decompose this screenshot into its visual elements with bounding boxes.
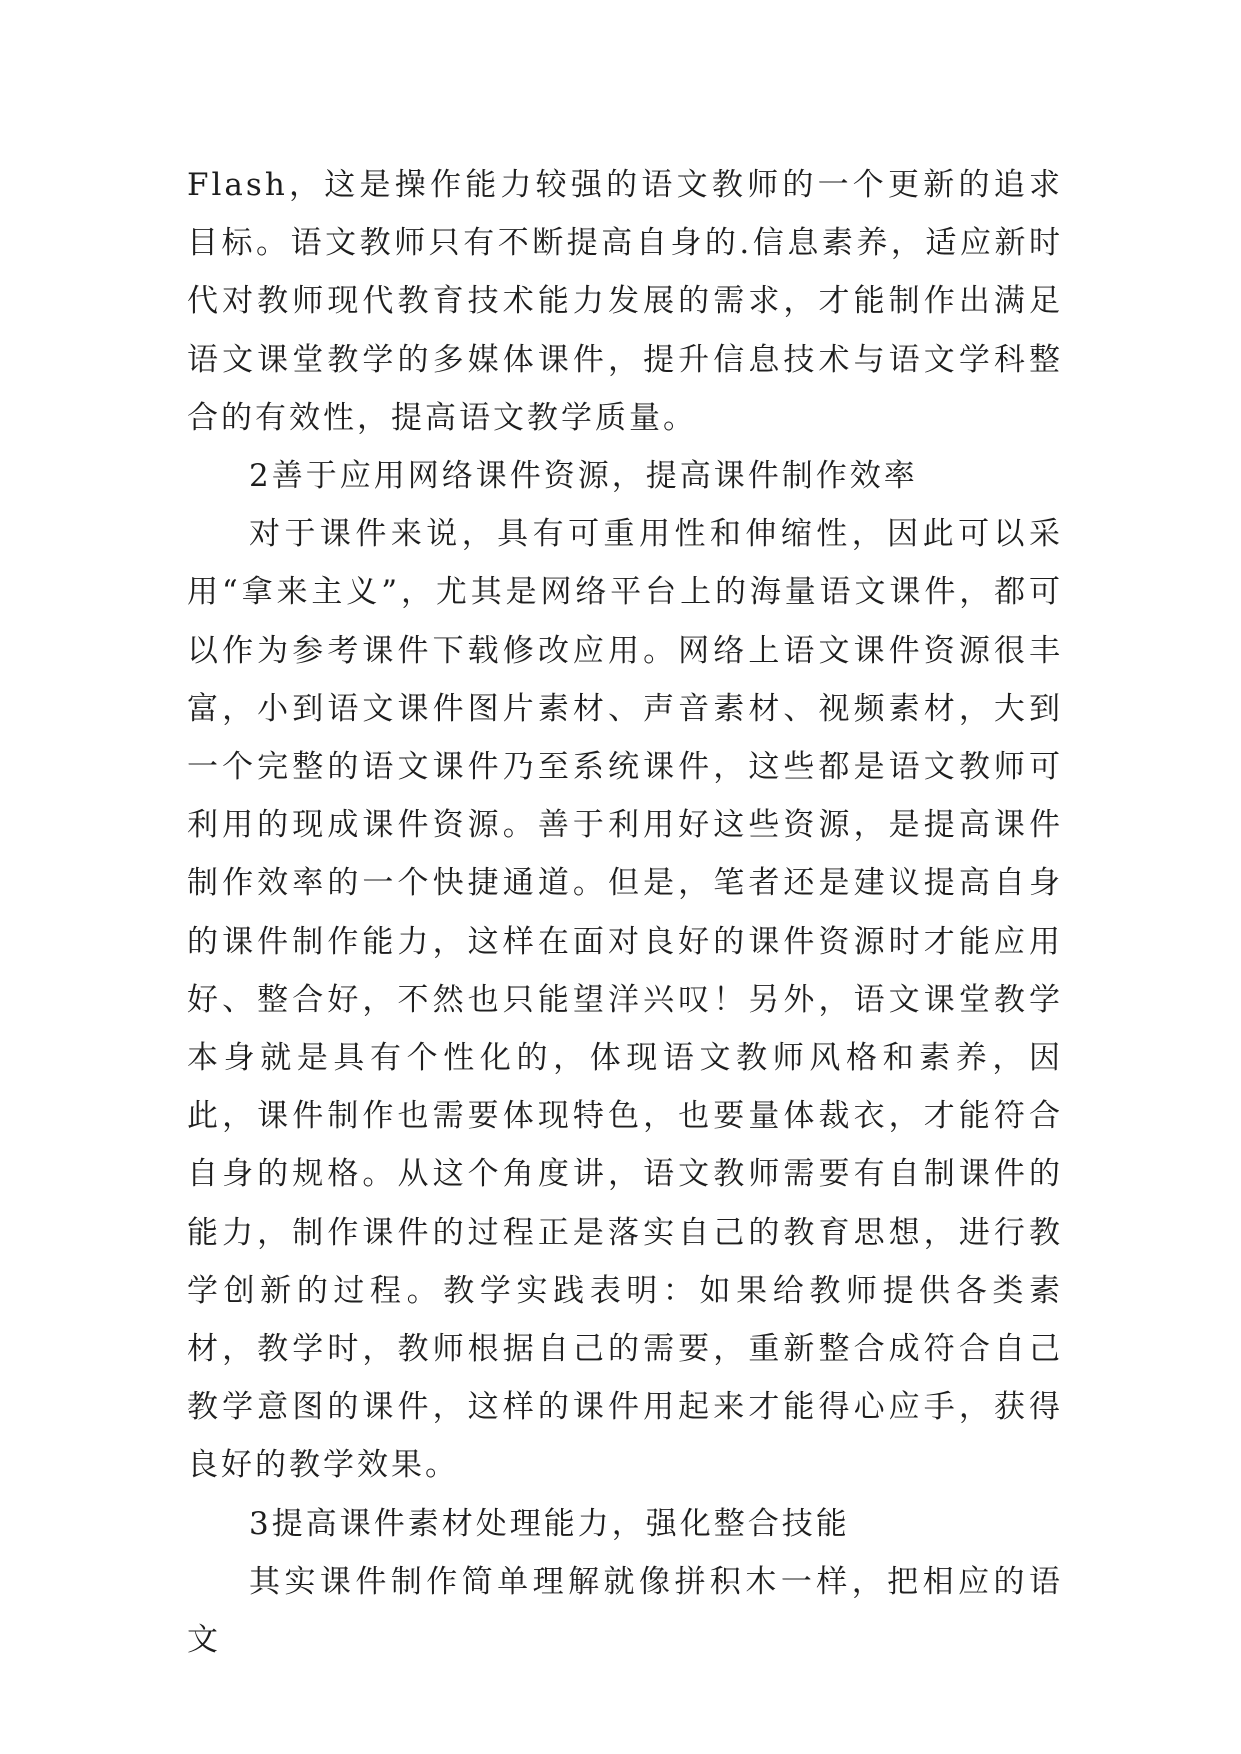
document-body [187, 156, 1063, 1669]
paragraph-network-resources: 对于课件来说，具有可重用性和伸缩性，因此可以采用“拿来主义”，尤其是网络平台上的海量语文课件，都可以作为参考课件下载修改应用。网络上语文课件资源很丰富，小到语文课件图片素材、声音素材、视频素材，大到一个完整的语文课件乃至系统课件，这些都是语文教师可利用的现成课件资源。善于利用好这些资源，是提高课件制作效率的一个快捷通道。但是，笔者还是建议提高自身的课件制作能力，这样在面对良好的课件资源时才能应用好、整合好，不然也只能望洋兴叹！另外，语文课堂教学本身就是具有个性化的，体现语文教师风格和素养，因此，课件制作也需要体现特色，也要量体裁衣，才能符合自身的规格。从这个角度讲，语文教师需要有自制课件的能力，制作课件的过程正是落实自己的教育思想，进行教学创新的过程。教学实践表明：如果给教师提供各类素材，教学时，教师根据自己的需要，重新整合成符合自己教学意图的课件，这样的课件用起来才能得心应手，获得良好的教学效果。 [187, 516, 1063, 1484]
paragraph-continued: Flash，这是操作能力较强的语文教师的一个更新的追求目标。语文教师只有不断提高自身的.信息素养，适应新时代对教师现代教育技术能力发展的需求，才能制作出满足语文课堂教学的多媒体课件，提升信息技术与语文学科整合的有效性，提高语文教学质量。 [187, 167, 1063, 436]
section-heading-2: 2善于应用网络课件资源，提高课件制作效率 [249, 458, 918, 495]
paragraph-material-processing: 其实课件制作简单理解就像拼积木一样，把相应的语文 [187, 1563, 1063, 1659]
section-heading-3: 3提高课件素材处理能力，强化整合技能 [249, 1505, 850, 1542]
